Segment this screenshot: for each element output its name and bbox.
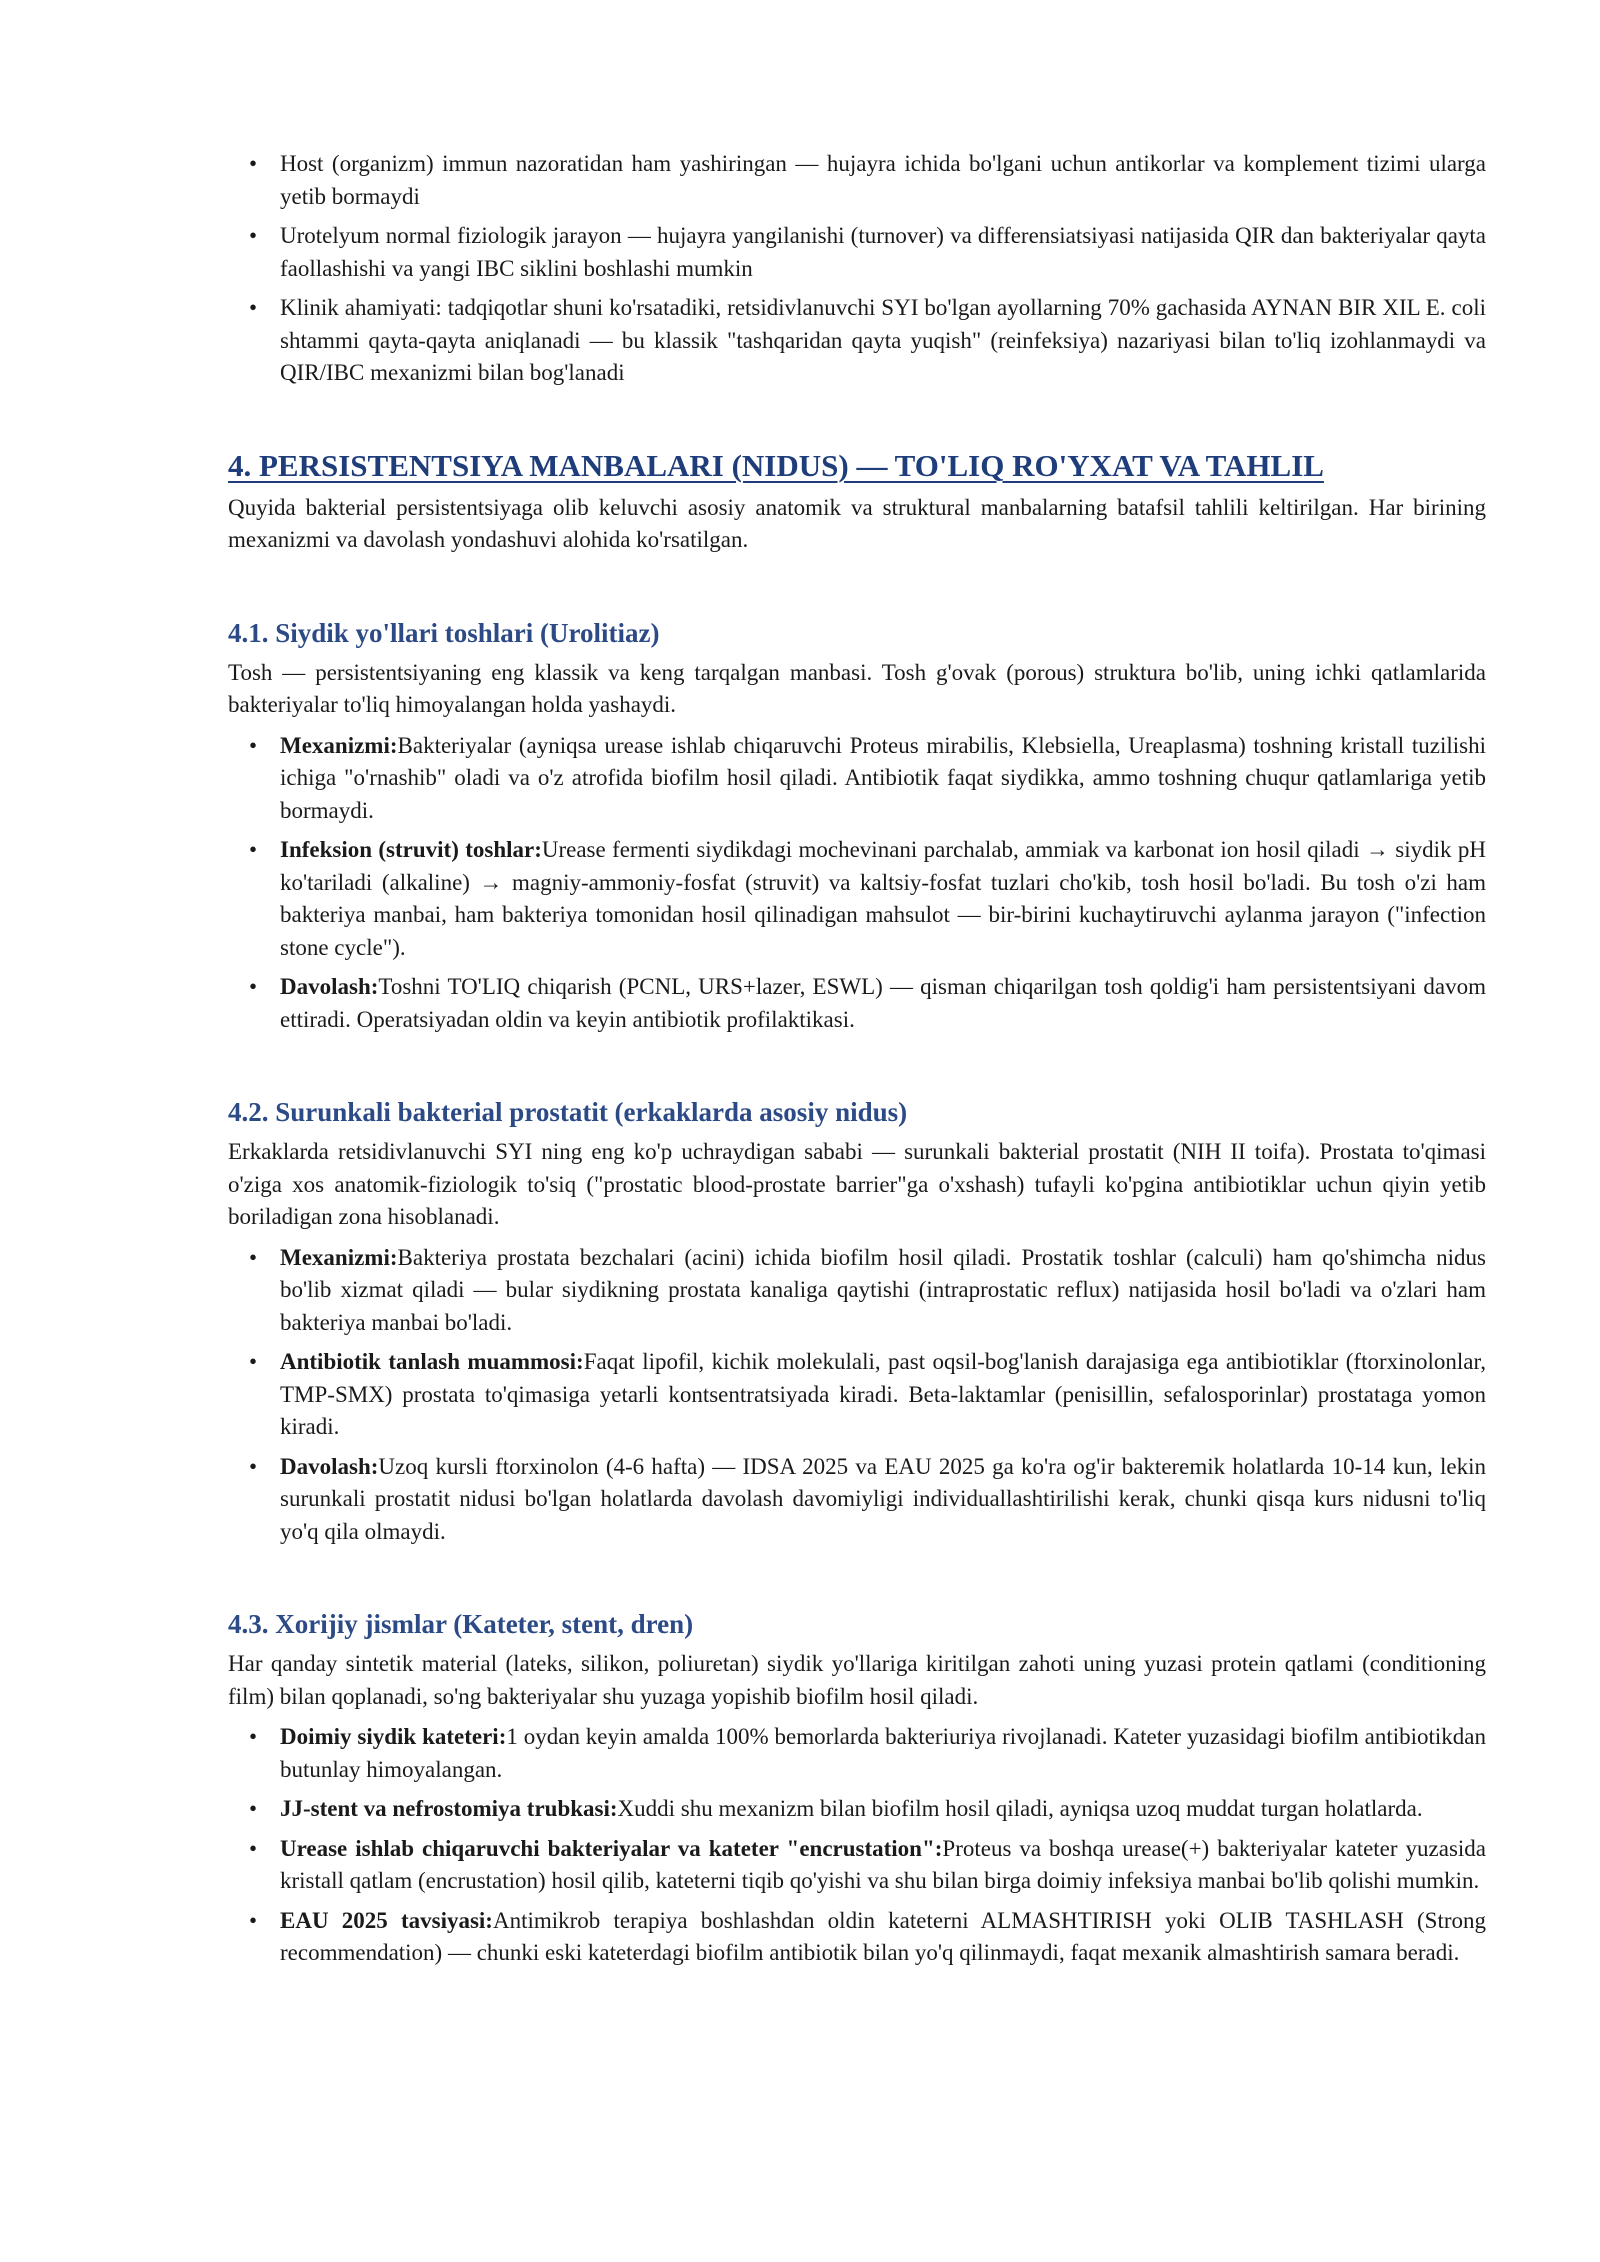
list-item (228, 1905, 1486, 1970)
bullet-icon: • (249, 837, 258, 862)
list-item (228, 1242, 1486, 1340)
list-item-label: Urease ishlab chiqaruvchi bakteriyalar va kateter "encrustation": (280, 1835, 943, 1861)
list-item-text: Urease fermenti siydikdagi mochevinani parchalab, ammiak va karbonat ion hosil qiladi → siydik pH ko'tariladi (alkaline) → magniy-ammoniy-fosfat (struvit) va kaltsiy-fosfat tuzlari cho'kib, tosh hosil bo'ladi. Bu tosh o'zi ham bakteriya manbai, ham bakteriya tomonidan hosil qilinadigan mahsulot — bir-birini kuchaytiruvchi aylanma jarayon ("infection stone cycle"). (280, 837, 1486, 960)
subsection-4-3-intro: Har qanday sintetik material (lateks, silikon, poliuretan) siydik yo'llariga kiritilgan zahoti uning yuzasi protein qatlami (conditioning film) bilan qoplanadi, so'ng bakteriyalar shu yuzaga yopishib biofilm hosil qiladi. (228, 1651, 1486, 1709)
list-item-text: Proteus va boshqa urease(+) bakteriyalar kateter yuzasida kristall qatlam (encrustation) hosil qilib, kateterni tiqib qo'yishi va shu bilan birga doimiy infeksiya manbai bo'lib qolishi mumkin. (280, 1835, 1486, 1893)
bullet-icon: • (249, 1349, 258, 1374)
list-item (228, 292, 1486, 390)
list-item-label: EAU 2025 tavsiyasi: (280, 1907, 493, 1933)
subsection-4-3-list (228, 1721, 1486, 1970)
list-item-label: Davolash: (280, 974, 379, 999)
list-item-text: Uzoq kursli ftorxinolon (4-6 hafta) — IDSA 2025 va EAU 2025 ga ko'ra og'ir bakteremik holatlarda 10-14 kun, lekin surunkali prostatit nidusi bo'lgan holatlarda davolash davomiyligi individuallashtirilishi kerak, chunki qisqa kurs nidusni to'liq yo'q qila olmaydi. (280, 1453, 1486, 1544)
bullet-icon: • (249, 1244, 258, 1270)
bullet-icon: • (249, 1796, 258, 1821)
bullet-icon: • (249, 151, 258, 176)
section-4-intro: Quyida bakterial persistentsiyaga olib keluvchi asosiy anatomik va struktural manbalarning batafsil tahlili keltirilgan. Har birining mexanizmi va davolash yondashuvi alohida ko'rsatilgan. (228, 494, 1486, 552)
list-item-text: Urotelyum normal fiziologik jarayon — hujayra yangilanishi (turnover) va differensiatsiyasi natijasida QIR dan bakteriyalar qayta faollashishi va yangi IBC siklini boshlashi mumkin (280, 223, 1486, 281)
list-item (228, 220, 1486, 285)
bullet-icon: • (249, 732, 258, 758)
bullet-icon: • (249, 1907, 258, 1933)
list-item (228, 1346, 1486, 1444)
list-item-text: Bakteriyalar (ayniqsa urease ishlab chiqaruvchi Proteus mirabilis, Klebsiella, Ureaplasma) toshning kristall tuzilishi ichiga "o'rnashib" oladi va o'z atrofida biofilm hosil qiladi. Antibiotik faqat siydikka, ammo toshning chuqur qatlamlariga yetib bormaydi. (280, 732, 1486, 823)
list-item-label: Mexanizmi: (280, 1244, 398, 1270)
list-item-text: Bakteriya prostata bezchalari (acini) ichida biofilm hosil qiladi. Prostatik toshlar (calculi) ham qo'shimcha nidus bo'lib xizmat qiladi — bular siydikning prostata kanaliga qaytishi (intraprostatic reflux) natijasida hosil bo'ladi va o'zlari ham bakteriya manbai bo'ladi. (280, 1244, 1486, 1335)
document-page (228, 148, 1486, 1977)
list-item-text: Klinik ahamiyati: tadqiqotlar shuni ko'rsatadiki, retsidivlanuvchi SYI bo'lgan ayollarning 70% gachasida AYNAN BIR XIL E. coli shtammi qayta-qayta aniqlanadi — bu klassik "tashqaridan qayta yuqish" (reinfeksiya) nazariyasi bilan to'liq izohlanmaydi va QIR/IBC mexanizmi bilan bog'lanadi (280, 295, 1486, 385)
subsection-4-1-title: 4.1. Siydik yo'llari toshlari (Urolitiaz) (228, 617, 660, 648)
subsection-4-2-intro: Erkaklarda retsidivlanuvchi SYI ning eng ko'p uchraydigan sababi — surunkali bakterial prostatit (NIH II toifa). Prostata to'qimasi o'ziga xos anatomik-fiziologik to'siq ("prostatic blood-prostate barrier"ga o'xshash) tufayli ko'pgina antibiotiklar uchun qiyin yetib boriladigan zona hisoblanadi. (228, 1139, 1486, 1229)
list-item-label: Infeksion (struvit) toshlar: (280, 837, 542, 862)
bullet-icon: • (249, 1453, 258, 1479)
subsection-4-3-title: 4.3. Xorijiy jismlar (Kateter, stent, dren) (228, 1609, 694, 1639)
list-item (228, 1451, 1486, 1549)
list-item-text: Xuddi shu mexanizm bilan biofilm hosil qiladi, ayniqsa uzoq muddat turgan holatlarda. (617, 1796, 1423, 1821)
list-item (228, 1833, 1486, 1898)
list-item-text: 1 oydan keyin amalda 100% bemorlarda bakteriuriya rivojlanadi. Kateter yuzasidagi biofilm antibiotikdan butunlay himoyalangan. (280, 1724, 1487, 1782)
bullet-icon: • (249, 1724, 258, 1749)
list-item-label: JJ-stent va nefrostomiya trubkasi: (280, 1796, 618, 1821)
list-item (228, 148, 1486, 213)
subsection-4-1-list (228, 730, 1486, 1037)
list-item-text: Host (organizm) immun nazoratidan ham yashiringan — hujayra ichida bo'lgani uchun antikorlar va komplement tizimi ularga yetib bormaydi (280, 151, 1486, 209)
subsection-4-2-title: 4.2. Surunkali bakterial prostatit (erkaklarda asosiy nidus) (228, 1097, 908, 1127)
list-item-text: Toshni TO'LIQ chiqarish (PCNL, URS+lazer, ESWL) — qisman chiqarilgan tosh qoldig'i ham persistentsiyani davom ettiradi. Operatsiyadan oldin va keyin antibiotik profilaktikasi. (280, 974, 1486, 1032)
list-item (228, 730, 1486, 828)
top-bullet-list (228, 148, 1486, 390)
subsection-4-2-list (228, 1242, 1486, 1549)
bullet-icon: • (249, 1835, 258, 1861)
list-item-text: Antimikrob terapiya boshlashdan oldin kateterni ALMASHTIRISH yoki OLIB TASHLASH (Strong recommendation) — chunki eski kateterdagi biofilm antibiotik bilan yo'q qilinmaydi, faqat mexanik almashtirish samara beradi. (280, 1907, 1486, 1965)
list-item (228, 971, 1486, 1036)
list-item-label: Davolash: (280, 1453, 379, 1479)
list-item-label: Mexanizmi: (280, 732, 398, 758)
list-item (228, 834, 1486, 964)
section-4-title: 4. PERSISTENTSIYA MANBALARI (NIDUS) — TO'LIQ RO'YXAT VA TAHLIL (228, 447, 1324, 483)
list-item-text: Faqat lipofil, kichik molekulali, past oqsil-bog'lanish darajasiga ega antibiotiklar (ftorxinolonlar, TMP-SMX) prostata to'qimasiga yetarli kontsentratsiyada kiradi. Beta-laktamlar (penisillin, sefalosporinlar) prostataga yomon kiradi. (280, 1349, 1487, 1439)
bullet-icon: • (249, 295, 258, 320)
list-item (228, 1793, 1486, 1826)
list-item (228, 1721, 1486, 1786)
bullet-icon: • (249, 223, 258, 248)
subsection-4-1-intro: Tosh — persistentsiyaning eng klassik va keng tarqalgan manbasi. Tosh g'ovak (porous) struktura bo'lib, uning ichki qatlamlarida bakteriyalar to'liq himoyalangan holda yashaydi. (228, 659, 1486, 717)
bullet-icon: • (249, 974, 258, 999)
list-item-label: Doimiy siydik kateteri: (280, 1724, 507, 1749)
list-item-label: Antibiotik tanlash muammosi: (280, 1349, 584, 1374)
